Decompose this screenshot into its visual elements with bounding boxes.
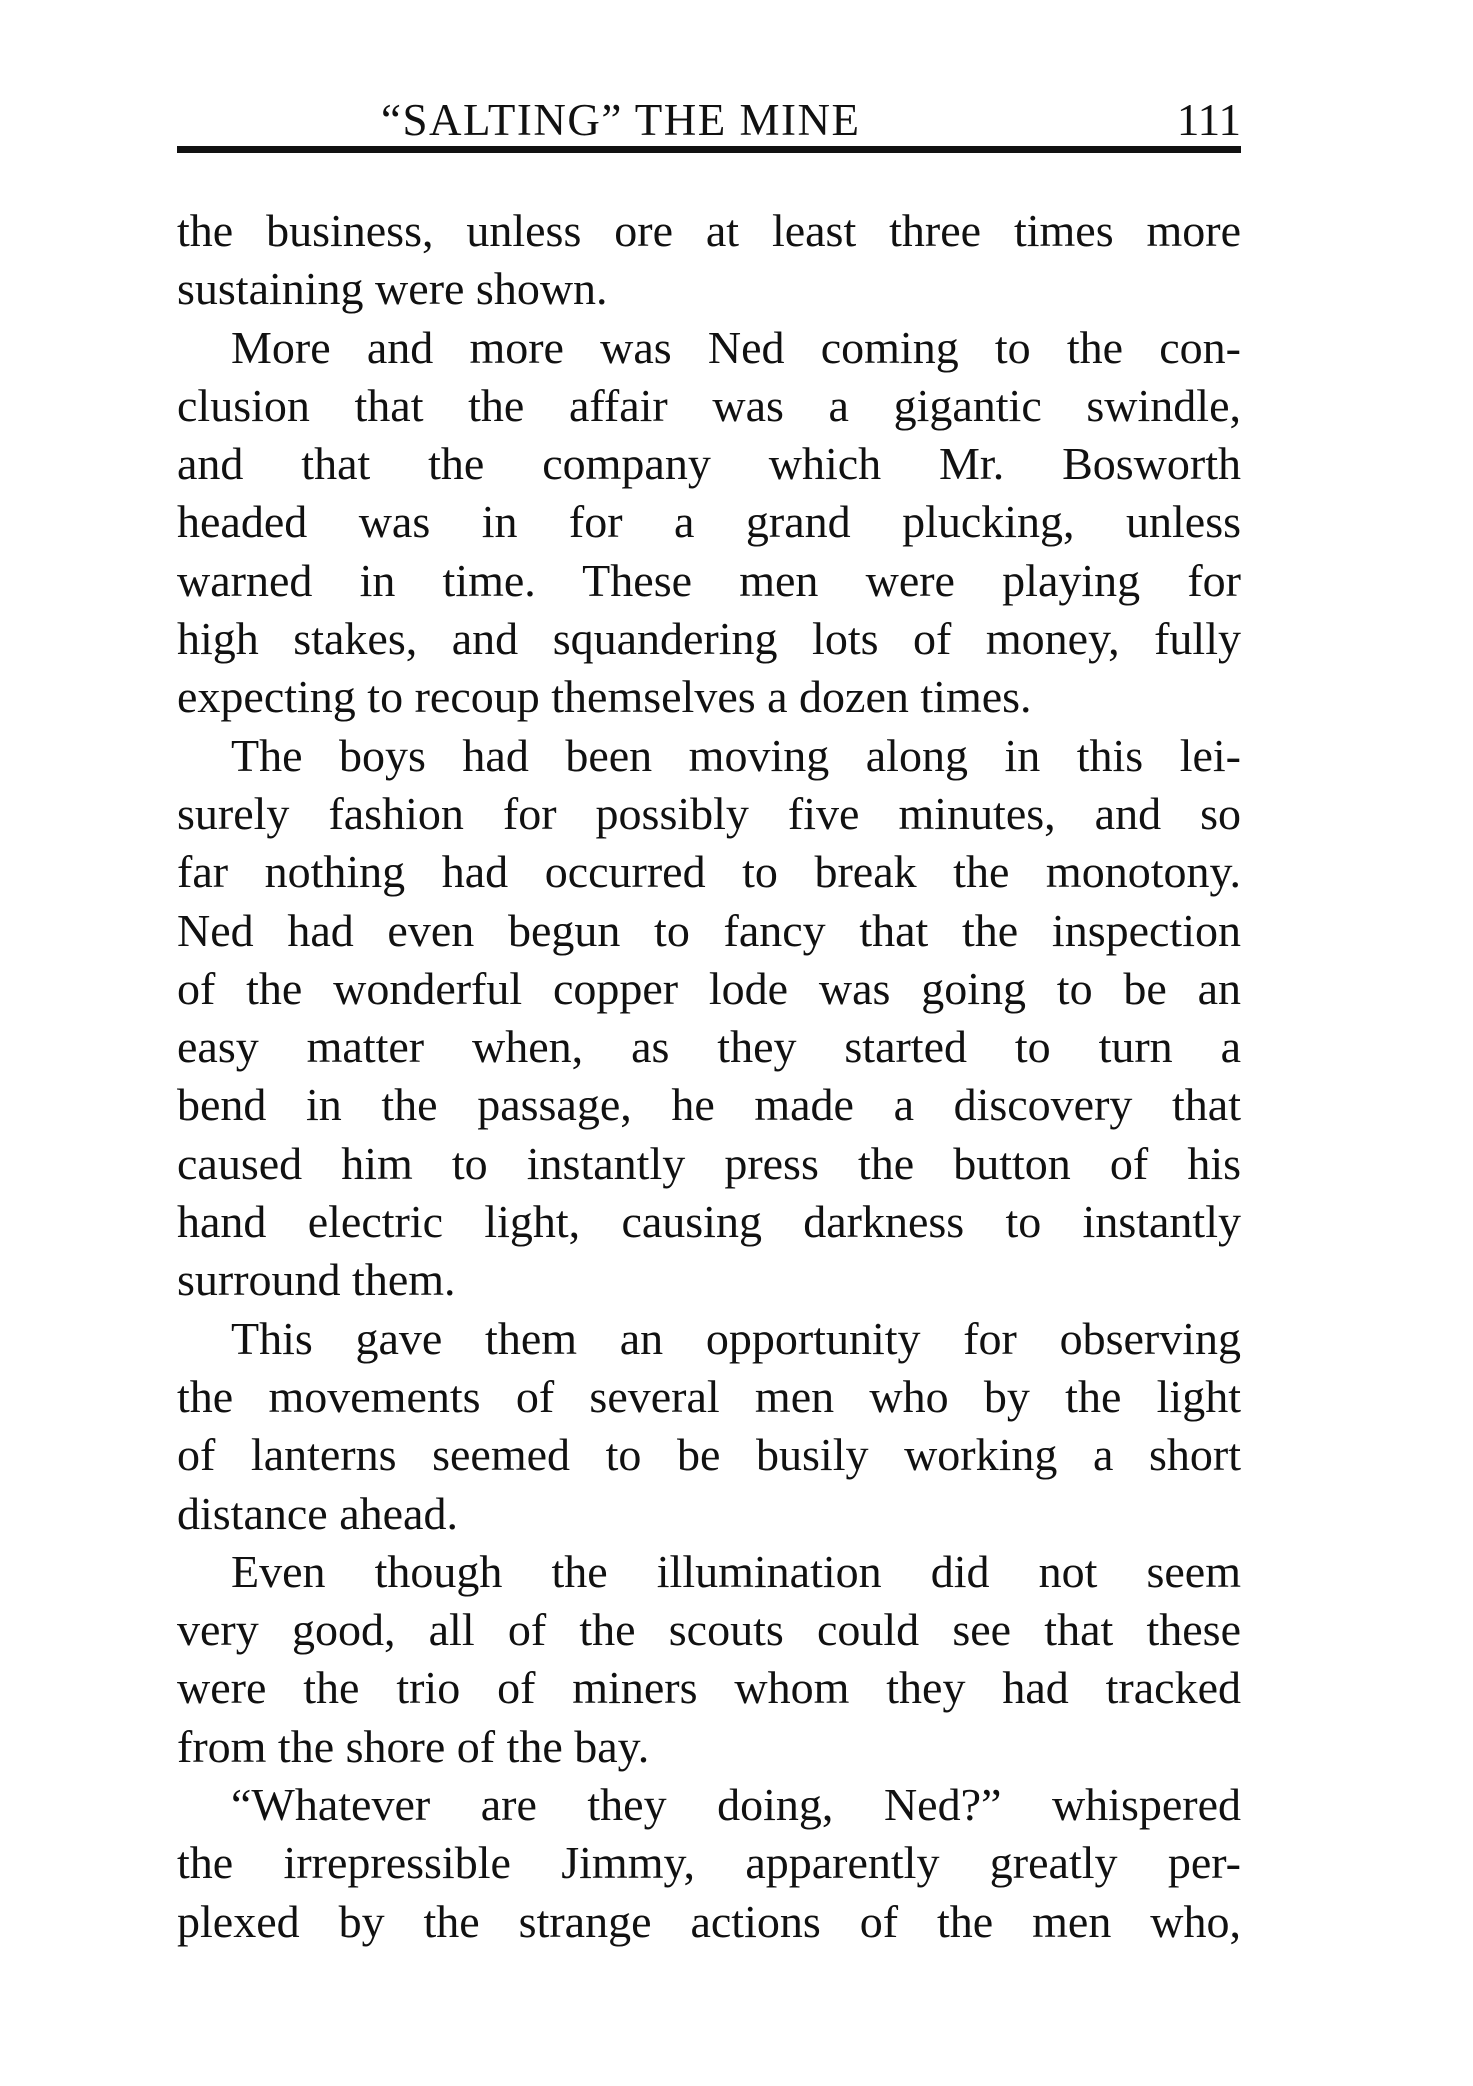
text-line: very good, all of the scouts could see that these (177, 1604, 1241, 1656)
text-line: The boys had been moving along in this lei- (231, 729, 1241, 781)
text-line: “Whatever are they doing, Ned?” whispered (231, 1779, 1241, 1831)
body-text (177, 202, 1241, 1951)
text-line: high stakes, and squandering lots of money, fully (177, 613, 1241, 665)
text-line: More and more was Ned coming to the con- (231, 321, 1241, 373)
text-line: Even though the illumination did not seem (231, 1545, 1241, 1597)
text-line: easy matter when, as they started to turn a (177, 1021, 1241, 1073)
text-line: of lanterns seemed to be busily working a short (177, 1429, 1241, 1481)
text-line: were the trio of miners whom they had tracked (177, 1662, 1241, 1714)
text-line: the business, unless ore at least three times more (177, 205, 1241, 256)
text-line: plexed by the strange actions of the men who, (177, 1895, 1241, 1947)
text-line: bend in the passage, he made a discovery that (177, 1079, 1241, 1131)
book-page (177, 0, 1241, 2086)
text-line: surely fashion for possibly five minutes, and so (177, 787, 1241, 839)
text-line: This gave them an opportunity for observing (231, 1312, 1241, 1364)
text-line: surround them. (177, 1254, 456, 1306)
text-line: far nothing had occurred to break the monotony. (177, 846, 1241, 898)
text-line: Ned had even begun to fancy that the inspection (177, 904, 1241, 956)
text-line: distance ahead. (177, 1487, 458, 1539)
text-line: headed was in for a grand plucking, unless (177, 496, 1241, 548)
text-line: from the shore of the bay. (177, 1720, 650, 1772)
text-line: and that the company which Mr. Bosworth (177, 438, 1241, 490)
text-line: of the wonderful copper lode was going to be an (177, 962, 1241, 1014)
page-header (177, 92, 1241, 152)
text-line: sustaining were shown. (177, 263, 608, 315)
text-line: hand electric light, causing darkness to instantly (177, 1196, 1241, 1248)
page-number: 111 (1176, 95, 1241, 145)
text-line: caused him to instantly press the button of his (177, 1137, 1241, 1189)
running-title: “SALTING” THE MINE (381, 95, 861, 145)
header-rule (177, 146, 1241, 153)
text-line: the irrepressible Jimmy, apparently greatly per- (177, 1837, 1241, 1889)
text-line: expecting to recoup themselves a dozen times. (177, 671, 1032, 723)
text-line: clusion that the affair was a gigantic swindle, (177, 379, 1241, 431)
text-line: warned in time. These men were playing for (177, 554, 1241, 606)
text-line: the movements of several men who by the light (177, 1370, 1241, 1422)
